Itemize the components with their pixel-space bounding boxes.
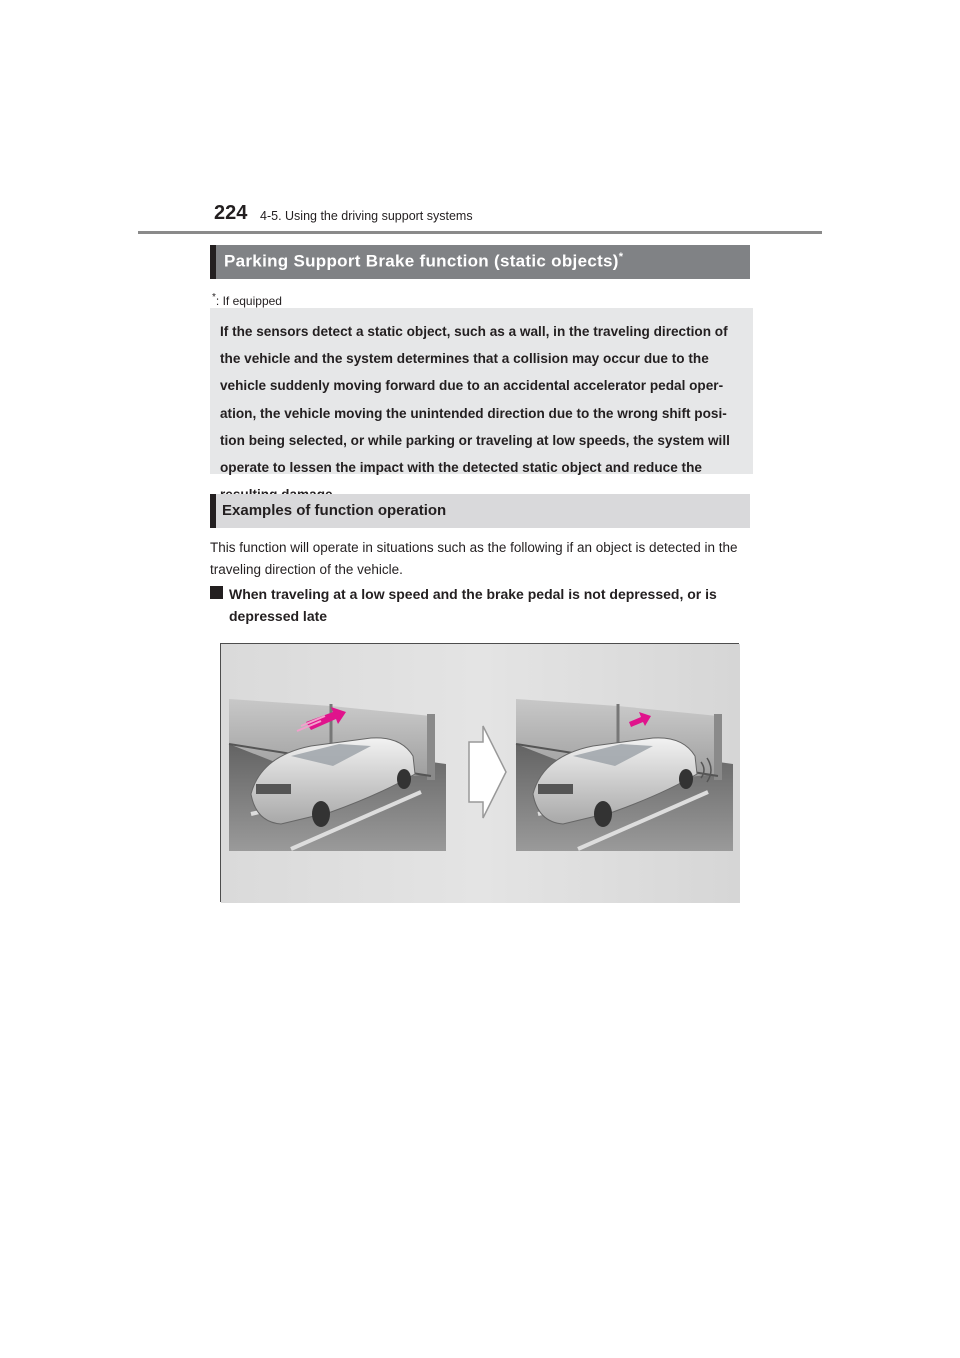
footnote xyxy=(212,292,282,308)
illustration-svg xyxy=(221,644,740,903)
bullet-text: When traveling at a low speed and the brake pedal is not depressed, or is depressed late xyxy=(229,586,717,624)
intro-box xyxy=(210,308,753,474)
body-paragraph: This function will operate in situations such as the following if an object is detected in the traveling direction of the vehicle. xyxy=(210,540,738,577)
scene-after xyxy=(516,699,733,851)
subsection-accent xyxy=(210,494,216,528)
title-accent xyxy=(210,245,216,279)
section-title-bar xyxy=(210,245,750,279)
subsection-title-bar xyxy=(210,494,750,528)
square-bullet-icon xyxy=(210,586,223,599)
illustration-figure xyxy=(220,643,739,902)
section-reference: 4-5. Using the driving support systems xyxy=(260,209,473,223)
scene-before xyxy=(229,699,446,851)
footnote-mark: * xyxy=(212,292,216,303)
header-divider xyxy=(138,231,822,234)
section-title-asterisk: * xyxy=(618,251,624,263)
page-number: 224 xyxy=(214,202,248,224)
subsection-title: Examples of function operation xyxy=(222,502,447,519)
footnote-text: : If equipped xyxy=(215,294,282,308)
intro-text: If the sensors detect a static object, such as a wall, in the traveling direction of the vehicle and the system determines that a collision may occur due to the vehicle suddenly moving forward due to an accidental accelerator pedal oper-ation, the vehicle moving the unintended direction due to the wrong shift posi-tion being selected, or while parking or traveling at low speeds, the system will operate to lessen the impact with the detected static object and reduce the xyxy=(220,324,730,476)
section-title-text: Parking Support Brake function (static objects) xyxy=(224,251,619,271)
section-title xyxy=(224,251,623,272)
